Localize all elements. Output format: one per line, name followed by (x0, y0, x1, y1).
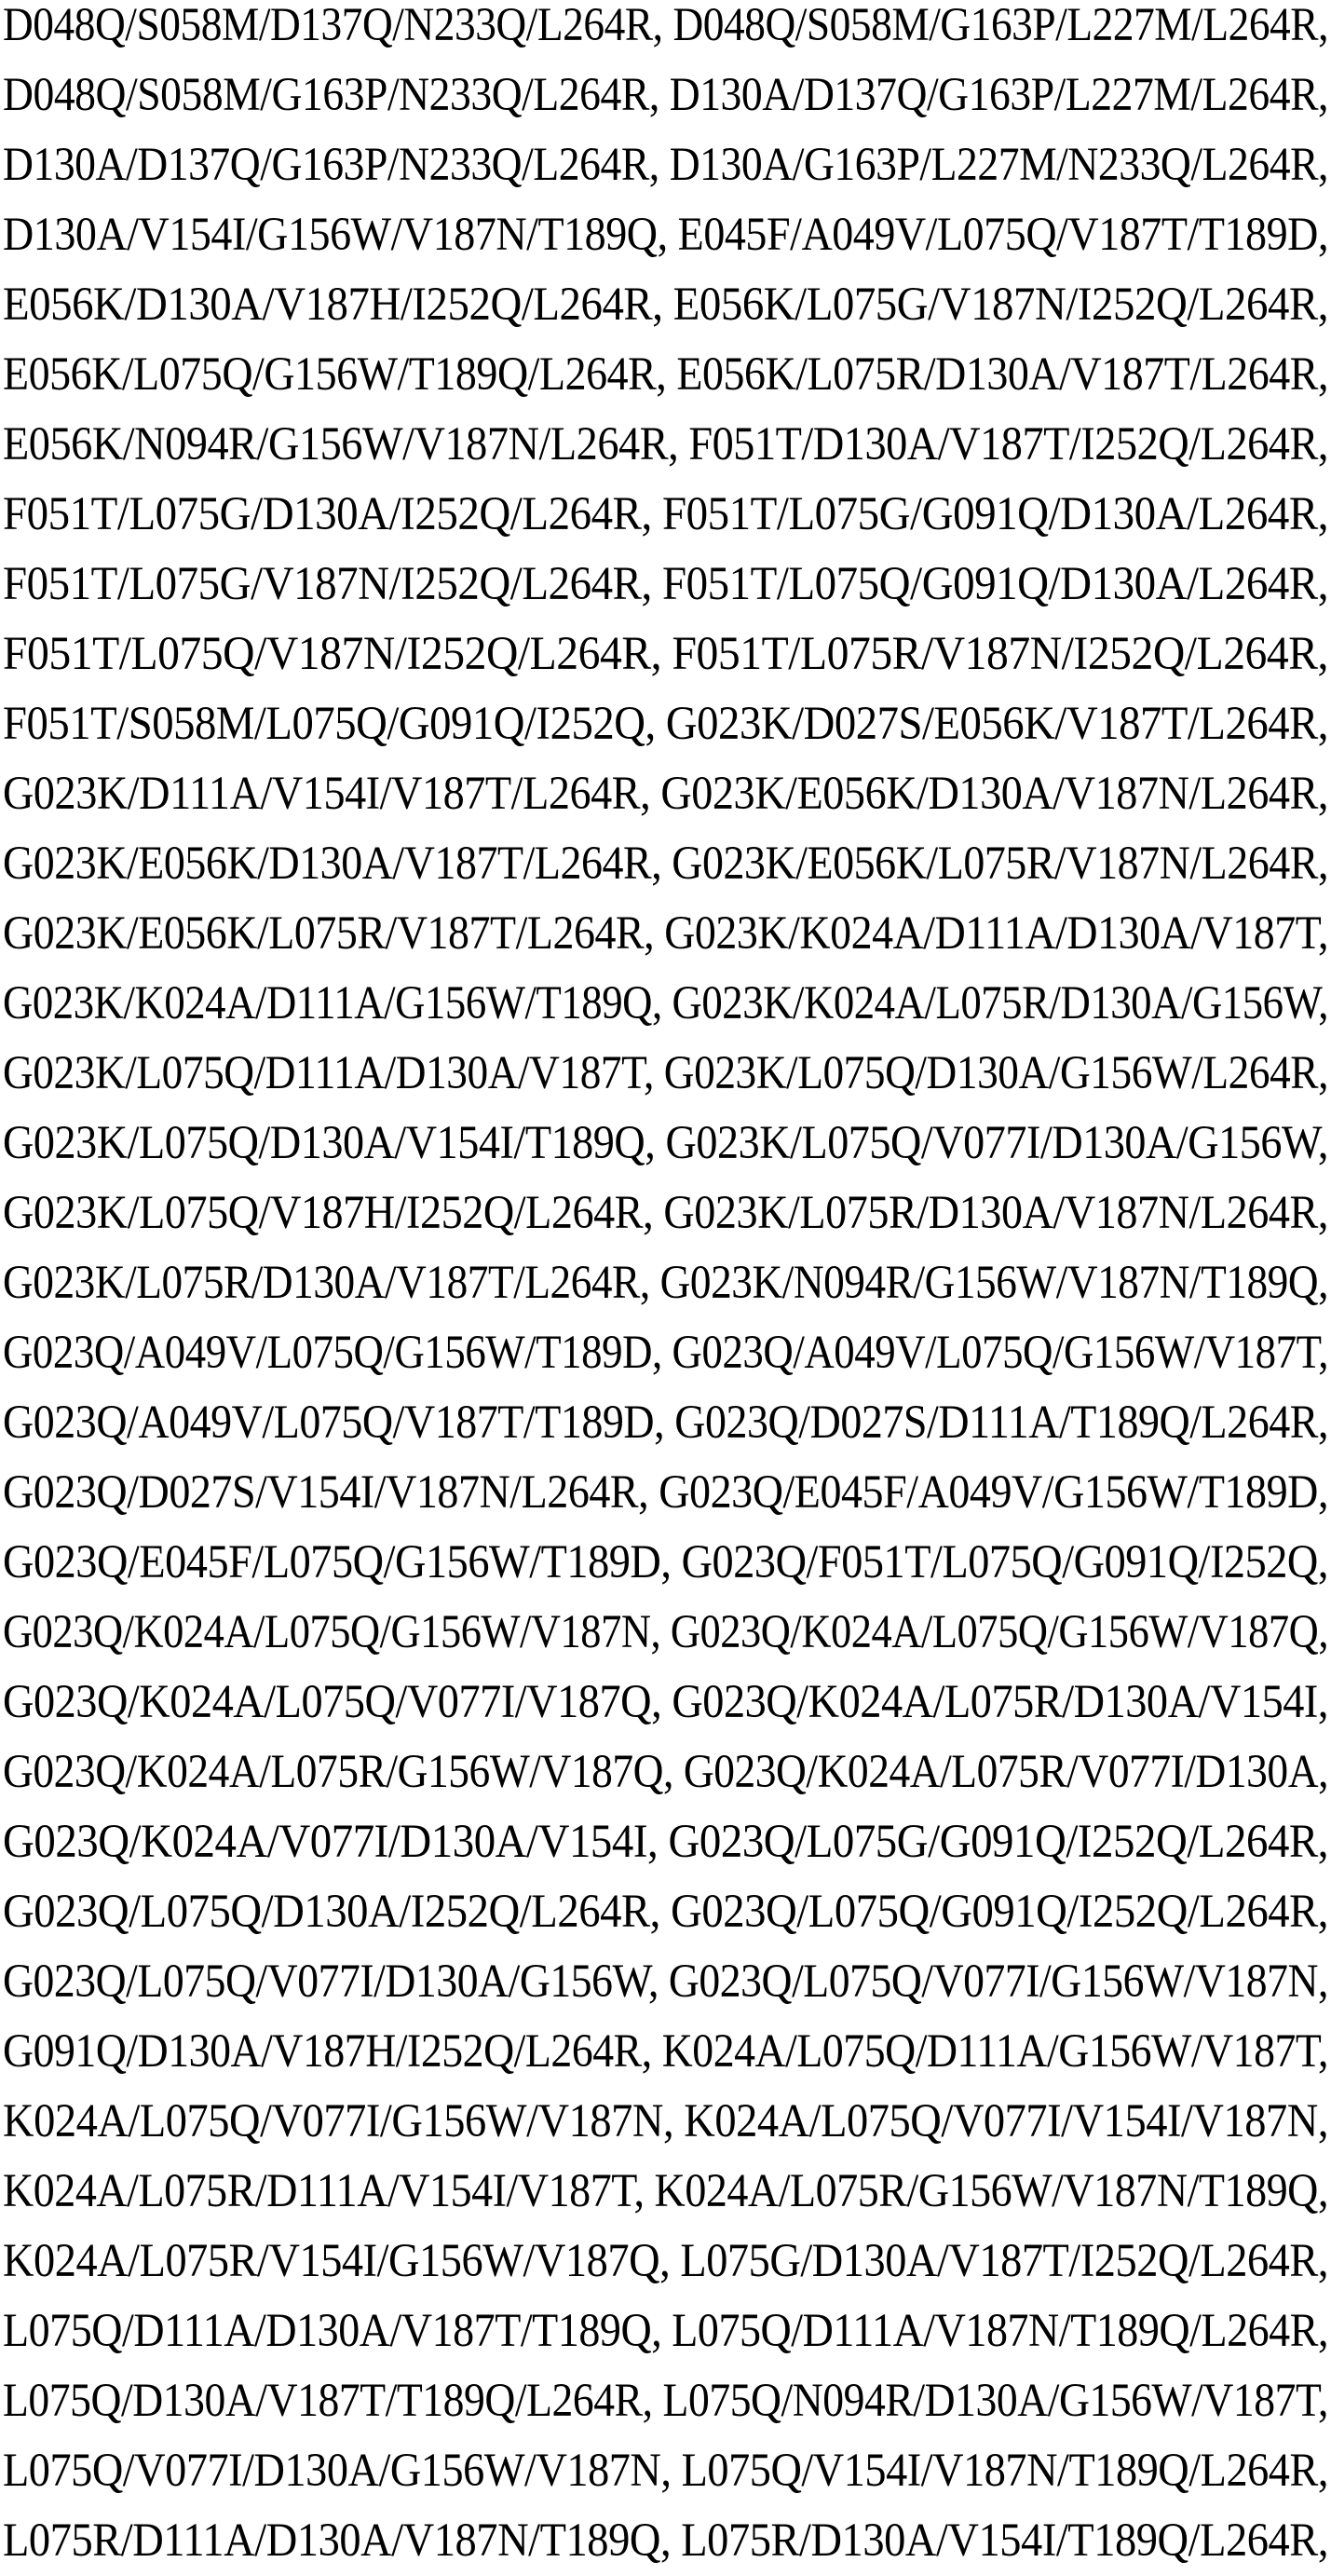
mutation-line-text: F051T/L075G/V187N/I252Q/L264R, F051T/L075Q/G091Q/D130A/L264R, (3, 558, 1328, 610)
mutation-line (3, 1179, 1328, 1248)
mutation-line-text: K024A/L075R/D111A/V154I/V187T, K024A/L075R/G156W/V187N/T189Q, (3, 2165, 1328, 2217)
mutation-line (3, 1248, 1328, 1318)
mutation-line (3, 2506, 1328, 2576)
mutation-line-text: G023Q/K024A/L075R/G156W/V187Q, G023Q/K024A/L075R/V077I/D130A, (3, 1746, 1328, 1798)
mutation-line (3, 2017, 1328, 2087)
mutation-line-text: G023Q/K024A/V077I/D130A/V154I, G023Q/L075G/G091Q/I252Q/L264R, (3, 1816, 1328, 1868)
mutation-line (3, 130, 1328, 200)
mutation-line-text: G023K/E056K/L075R/V187T/L264R, G023K/K024A/D111A/D130A/V187T, (3, 907, 1328, 960)
mutation-line (3, 480, 1328, 550)
mutation-line (3, 1877, 1328, 1947)
mutation-line-text: G091Q/D130A/V187H/I252Q/L264R, K024A/L075Q/D111A/G156W/V187T, (3, 2025, 1328, 2078)
mutation-line (3, 1668, 1328, 1738)
mutation-line-text: G023Q/A049V/L075Q/G156W/T189D, G023Q/A049V/L075Q/G156W/V187T, (3, 1327, 1328, 1379)
mutation-line-text: D130A/D137Q/G163P/N233Q/L264R, D130A/G163P/L227M/N233Q/L264R, (3, 139, 1328, 191)
mutation-line (3, 2366, 1328, 2436)
mutation-line (3, 550, 1328, 620)
mutation-line-text: E056K/N094R/G156W/V187N/L264R, F051T/D130A/V187T/I252Q/L264R, (3, 418, 1328, 470)
mutation-line (3, 1039, 1328, 1109)
mutation-line (3, 1109, 1328, 1179)
mutation-line-text: G023Q/D027S/V154I/V187N/L264R, G023Q/E045F/A049V/G156W/T189D, (3, 1466, 1328, 1519)
mutation-line-text: F051T/L075G/D130A/I252Q/L264R, F051T/L075G/G091Q/D130A/L264R, (3, 488, 1328, 540)
mutation-line (3, 1458, 1328, 1528)
mutation-line-text: F051T/S058M/L075Q/G091Q/I252Q, G023K/D027S/E056K/V187T/L264R, (3, 698, 1328, 750)
mutation-line (3, 410, 1328, 480)
mutation-line-text: K024A/L075R/V154I/G156W/V187Q, L075G/D130A/V187T/I252Q/L264R, (3, 2235, 1328, 2287)
mutation-line-text: L075Q/D111A/D130A/V187T/T189Q, L075Q/D111A/V187N/T189Q/L264R, (3, 2305, 1328, 2357)
mutation-line-text: G023K/K024A/D111A/G156W/T189Q, G023K/K024A/L075R/D130A/G156W, (3, 977, 1328, 1029)
mutation-line (3, 200, 1328, 270)
mutation-line (3, 1528, 1328, 1598)
mutation-line (3, 61, 1328, 130)
mutation-line-text: G023Q/K024A/L075Q/G156W/V187N, G023Q/K024A/L075Q/G156W/V187Q, (3, 1606, 1328, 1658)
mutation-line-text: G023Q/E045F/L075Q/G156W/T189D, G023Q/F051T/L075Q/G091Q/I252Q, (3, 1536, 1328, 1588)
mutation-line (3, 2157, 1328, 2227)
mutation-line-text: G023Q/L075Q/V077I/D130A/G156W, G023Q/L075Q/V077I/G156W/V187N, (3, 1956, 1328, 2008)
mutation-line (3, 689, 1328, 759)
mutation-line-text: F051T/L075Q/V187N/I252Q/L264R, F051T/L075R/V187N/I252Q/L264R, (3, 628, 1328, 680)
mutation-line-text: G023K/L075R/D130A/V187T/L264R, G023K/N094R/G156W/V187N/T189Q, (3, 1257, 1328, 1309)
mutation-line-text: G023K/D111A/V154I/V187T/L264R, G023K/E056K/D130A/V187N/L264R, (3, 768, 1328, 820)
mutation-line (3, 1947, 1328, 2017)
mutation-line (3, 2087, 1328, 2157)
mutation-line (3, 969, 1328, 1039)
mutation-line-text: K024A/L075Q/V077I/G156W/V187N, K024A/L075Q/V077I/V154I/V187N, (3, 2095, 1328, 2147)
mutation-line (3, 0, 1328, 61)
mutation-line-text: G023Q/K024A/L075Q/V077I/V187Q, G023Q/K024A/L075R/D130A/V154I, (3, 1676, 1328, 1728)
mutation-line-text: G023K/L075Q/D111A/D130A/V187T, G023K/L075Q/D130A/G156W/L264R, (3, 1047, 1328, 1099)
mutation-line (3, 1598, 1328, 1668)
mutation-line-text: L075Q/D130A/V187T/T189Q/L264R, L075Q/N094R/D130A/G156W/V187T, (3, 2375, 1328, 2427)
mutation-line (3, 2227, 1328, 2297)
mutation-line (3, 1738, 1328, 1807)
mutation-line-text: G023Q/A049V/L075Q/V187T/T189D, G023Q/D027S/D111A/T189Q/L264R, (3, 1397, 1328, 1449)
mutation-line-text: G023K/L075Q/V187H/I252Q/L264R, G023K/L075R/D130A/V187N/L264R, (3, 1187, 1328, 1239)
mutation-line-text: G023K/E056K/D130A/V187T/L264R, G023K/E056K/L075R/V187N/L264R, (3, 838, 1328, 890)
mutation-line-text: E056K/L075Q/G156W/T189Q/L264R, E056K/L075R/D130A/V187T/L264R, (3, 348, 1328, 401)
mutation-line (3, 899, 1328, 969)
mutation-line (3, 270, 1328, 340)
mutation-line (3, 340, 1328, 410)
mutation-line (3, 1807, 1328, 1877)
mutation-line-text: G023Q/L075Q/D130A/I252Q/L264R, G023Q/L075Q/G091Q/I252Q/L264R, (3, 1886, 1328, 1938)
mutation-line-text: L075Q/V077I/D130A/G156W/V187N, L075Q/V154I/V187N/T189Q/L264R, (3, 2445, 1328, 2497)
mutation-line-text: L075R/D111A/D130A/V187N/T189Q, L075R/D130A/V154I/T189Q/L264R, (3, 2515, 1328, 2567)
mutation-line (3, 829, 1328, 899)
mutation-line (3, 2297, 1328, 2366)
mutation-line (3, 759, 1328, 829)
mutation-line (3, 1388, 1328, 1458)
mutation-list (3, 0, 1328, 2576)
mutation-line-text: E056K/D130A/V187H/I252Q/L264R, E056K/L075G/V187N/I252Q/L264R, (3, 279, 1328, 331)
mutation-line-text: D048Q/S058M/D137Q/N233Q/L264R, D048Q/S058M/G163P/L227M/L264R, (3, 0, 1328, 51)
mutation-line-text: D130A/V154I/G156W/V187N/T189Q, E045F/A049V/L075Q/V187T/T189D, (3, 209, 1328, 261)
mutation-line-text: D048Q/S058M/G163P/N233Q/L264R, D130A/D137Q/G163P/L227M/L264R, (3, 69, 1328, 121)
mutation-line-text: G023K/L075Q/D130A/V154I/T189Q, G023K/L075Q/V077I/D130A/G156W, (3, 1117, 1328, 1169)
mutation-line (3, 620, 1328, 689)
mutation-line (3, 1318, 1328, 1388)
mutation-line (3, 2436, 1328, 2506)
